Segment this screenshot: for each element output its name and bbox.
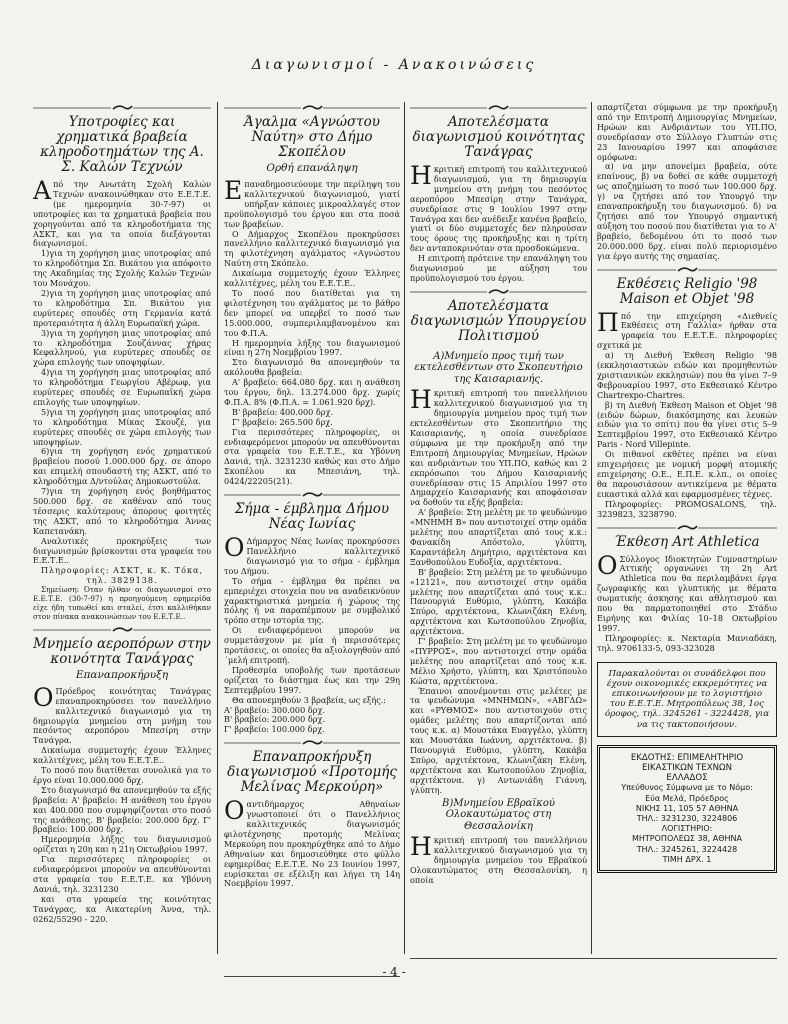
publisher-line: ΜΗΤΡΟΠΟΛΕΩΣ 38, ΑΘΗΝΑ	[632, 834, 742, 844]
column-1	[33, 103, 211, 925]
contact-info: τηλ. 3829138.	[86, 575, 158, 586]
article-paragraph: Επαναδημοσιεύουμε την περίληψη του καλλιτεχνικού διαγωνισμού, γιατί υπήρξαν κάποιες μικροαλλαγές στον προϋπολογισμό του έργου και στα ποσά των βραβείων.	[224, 176, 400, 229]
article-title: Έκθεση Art Athletica	[614, 533, 760, 550]
ornament-icon	[224, 490, 400, 500]
column-divider	[217, 102, 218, 954]
article-paragraph: Η επιτροπή πρότεινε την επανάληψη του διαγωνισμού με αύξηση του προϋπολογισμού του έργου.	[410, 253, 587, 283]
article-paragraph: Β' βραβείο: 200.000 δρχ.	[224, 714, 326, 725]
column-4	[597, 103, 777, 873]
article-paragraph: Οι ενδιαφερόμενοι μπορούν να συμμετάσχουν με μία ή περισσότερες προτάσεις, οι οποίες θα αξιολογηθούν από ΄μελή επιτροπή.	[224, 625, 401, 665]
article-paragraph: α) τη Διεθνή Έκθεση Religio '98 (εκκλησιαστικών ειδών και προμηθευτών χριστιανικών εκκλησιών) που θα γίνει 7–9 Φεβρουαρίου 1997, στο Εκθεσιακό Κέντρο Chartrexpo-Chartres.	[597, 350, 777, 400]
article-paragraph: Οι πιθανοί εκθέτες πρέπει να είναι επιχειρήσεις με νομική μορφή ατομικής επιχείρησης Ο.Ε., Ε.Π.Ε. κ.λπ., οι οποίες θα παρουσιάσουν αντικείμενα με θέματα εικαστικά αλλά και εφαρμοσμένες τέχνες.	[597, 449, 777, 499]
article-paragraph: Ηκριτική επιτροπή του καλλιτεχνικού διαγωνισμού, για τη δημιουργία μνημείου στη μνήμη του πεσόντος αεροπόρου Μπεσίρη στην Τανάγρα, συνεδρίασε στις 9 Ιουλίου 1997 στην Τανάγρα και δεν ανέδειξε κανένα βραβείο, γιατί οι δύο συμμετοχές δεν πληρούσαν τους όρους της προκήρυξης και η τρίτη δεν ανταποκρινόταν στα προσδοκώμενα.	[410, 161, 587, 254]
article-title: Άγαλμα «Αγνώστου Ναύτη» στο Δήμο Σκοπέλου	[244, 114, 380, 160]
article-paragraph: Ο Δήμαρχος Νέας Ιωνίας προκηρύσσει Πανελλήνιο καλλιτεχνικό διαγωνισμό για το σήμα - έμβλημα του Δήμου.	[224, 533, 400, 576]
article-title: Υποτροφίες και χρηματικά βραβεία κληροδοτημάτων της Α. Σ. Καλών Τεχνών	[40, 114, 204, 175]
column-divider	[404, 102, 405, 954]
article-paragraph: Έπαινοι απονέμονται στις μελέτες με τα ψευδώνυμα «ΜΝΗΜΩΝ», «ΑΒΓΔΩ» και «ΡΥΘΜΟΣ» που αντιστοιχούν στις ομάδες μελέτης που απαρτίζονται από τους κ.κ. α) Μουστάκα Ευαγγέλο, γλύπτη και Μουστάκα Ιωάννη, αρχιτέκτονα. β) Πανουργιά Ευθύμιο, γλύπτη, Κακάβα Σπύρο, αρχιτέκτονα, Κλωνιζάκη Ελένη, αρχιτέκτονα και Κωτσοπούλου Ζηνοβία, αρχιτέκτονα. γ) Αντωνιάδη Γιάννη, γλύπτη.	[410, 685, 587, 795]
ornament-icon	[33, 103, 211, 113]
article-title: Αποτελέσματα διαγωνισμών Υπουργείου Πολιτισμού	[410, 297, 587, 344]
article-paragraph: Οαντιδήμαρχος Αθηναίων γνωστοποιεί ότι ο Πανελλήνιος καλλιτεχνικός διαγωνισμός φιλοτέχνησης προτομής Μελίνας Μερκούρη που προκηρύχθηκε από το Δήμο Αθηναίων και δημοσιεύθηκε στο φύλλο εφημερίδας Ε.Ε.Τ.Ε. Νο 23 Ιουνίου 1997, ευρίσκεται σε εξέλιξη και λήγει τη 14η Νοεμβρίου 1997.	[224, 796, 400, 889]
article-paragraph: Α' βραβείο: 664.080 δρχ. και η ανάθεση του έργου, δηλ. 13.274.000 δρχ. χωρίς Φ.Π.Α. 8% (Φ.Π.Α. = 1.061.920 δρχ).	[224, 377, 400, 407]
article-paragraph: Ημερομηνία λήξης του διαγωνισμού ορίζεται η 20η και η 21η Οκτωβρίου 1997.	[33, 834, 211, 855]
publisher-line: ΕΛΛΑΔΟΣ	[666, 773, 708, 784]
article-paragraph: Προθεσμία υποβολής των προτάσεων ορίζεται το διάστημα έως και την 29η Σεπτεμβρίου 1997.	[224, 664, 400, 695]
article-paragraph: Γ' βραβείο: Στη μελέτη με το ψευδώνυμο «ΠΥΡΡΟΣ», που αντιστοιχεί στην ομάδα μελέτης που απαρτίζεται από τους κ.κ. Μέλιο Χρήστο, γλύπτη, και Χριστόπουλο Κώστα, αρχιτέκτονα.	[410, 636, 587, 686]
list-item: 2)για τη χορήγηση μιας υποτροφίας από το κληροδότημα Σπ. Βικάτου για ευρύτερες σπουδές στη Γερμανία κατά προτεραιότητα ή άλλη Ευρωπαϊκή χώρα.	[33, 287, 211, 328]
drop-cap: Η	[410, 385, 432, 415]
page-number: - 4 -	[382, 965, 406, 979]
article-paragraph: απαρτίζεται σύμφωνα με την προκήρυξη από την Επιτροπή Δημιουργίας Μνημείων, Ηρώων και Ανδριάντων του ΥΠ.ΠΟ, συνεδρίασαν στο Σύλλογο Γλυπτών στις 23 Ιανουαρίου 1997 και αποφάσισε ομόφωνα:	[597, 102, 777, 162]
drop-cap: Α	[33, 176, 52, 205]
notice-box	[597, 662, 777, 737]
publisher-line: ΕΚΔΟΤΗΣ: ΕΠΙΜΕΛΗΤΗΡΙΟ	[630, 752, 744, 763]
article-paragraph: Θα απονεμηθούν 3 βραβεία, ως εξής.:	[232, 694, 387, 705]
article-paragraph: Ο Δήμαρχος Σκοπέλου προκηρύσσει πανελλήνιο καλλιτεχνικό διαγωνισμό για τη φιλοτέχνηση αγάλματος «Αγνώστου Ναύτη στη Σκόπελο.	[224, 228, 400, 269]
list-item: 3)για τη χορήγηση μιας υποτροφίας από το κληροδότημα Σουζάννας χήρας Κεφαλληνού, για ευρύτερες σπουδές σε χώρα επιλογής των υποψηφίων.	[33, 327, 211, 368]
contact-info: Πληροφορίες: ΑΣΚΤ, κ. Κ. Τόκα,	[40, 565, 204, 576]
article-subtitle: Επαναπροκήρυξη	[75, 668, 169, 681]
article-paragraph: Γ' βραβείο: 100.000 δρχ.	[224, 724, 325, 735]
article-subtitle: Ορθή επανάληψη	[266, 162, 358, 174]
drop-cap: Ο	[224, 796, 245, 826]
page-header: Διαγωνισμοί - Ανακοινώσεις	[251, 57, 537, 73]
list-item: 1)για τη χορήγηση μιας υποτροφίας από το κληροδότημα Σπ. Βικάτου για απόφοιτο της Ακαδημίας της Σχολής Καλών Τεχνών του Μονάχου.	[33, 248, 211, 289]
ornament-icon	[224, 738, 400, 748]
article-paragraph: Αναλυτικές προκηρύξεις των διαγωνισμών βρίσκονται στα γραφεία του Ε.Ε.Τ.Ε..	[33, 535, 211, 566]
publisher-line: ΝΙΚΗΣ 11, 105 57 ΑΘΗΝΑ	[635, 803, 739, 813]
article-paragraph: Από την Ανωτάτη Σχολή Καλών Τεχνών ανακοινώθηκαν στο Ε.Ε.Τ.Ε. (με ημερομηνία 30-7-97) οι υποτροφίες και τα χρηματικά βραβεία που χορηγούνται από τα κληροδοτήματα της ΑΣΚΤ, και για τα οποία διεξάγονται διαγωνισμοί.	[33, 176, 211, 249]
drop-cap: Π	[597, 307, 619, 337]
notice-text: Παρακαλούνται οι συνάδελφοι που έχουν οικονομικές εκκρεμότητες να επικοινωνήσουν με το λογιστήριο του Ε.Ε.Τ.Ε. Μητροπόλεως 38, 1ος όροφος, τηλ. 3245261 - 3224428, για να τις τακτοποιήσουν.	[604, 668, 770, 730]
publisher-line: Υπεύθυνος Σύμφωνα με το Νόμο:	[621, 783, 753, 793]
article-paragraph: Δικαίωμα συμμετοχής έχουν Έλληνες καλλιτέχνες, μέλη του Ε.Ε.Τ.Ε..	[33, 745, 211, 766]
article-paragraph: Στο διαγωνισμό θα απονεμηθούν τα εξής βραβεία: Α' βραβείο: Η ανάθεση του έργου και 400.000 που συμψηφίζονται στο ποσό της ανάθεσης. Β' βραβείο: 200.000 δρχ. Γ' βραβείο: 100.000 δρχ.	[33, 784, 211, 835]
publisher-line: ΤΗΛ.: 3245261, 3224428	[636, 844, 738, 854]
publisher-line: ΤΗΛ.: 3231230, 3224806	[636, 814, 738, 824]
drop-cap: Η	[410, 161, 432, 190]
column-3	[410, 103, 587, 886]
article-title: Μνημείο αεροπόρων στην κοινότητα Τανάγρας	[33, 635, 211, 667]
list-item: 5)για τη χορήγηση μιας υποτροφίας από το κληροδότημα Μίκας Σκουζέ, για ευρύτερες σπουδές σε χώρα επιλογής των υποψηφίων.	[33, 406, 211, 447]
article-paragraph: Ο Σύλλογος Ιδιοκτητών Γυμναστηρίων Αττικής οργανώνει τη 2η Art Athletica που θα περιλαμβάνει έργα ζωγραφικής και γλυπτικής με θέματα σωματικής άσκησης και αθλητισμού και που θα παρματοποιηθεί στο Στάδιο Ειρήνης και Φιλίας 10–18 Οκτωβρίου 1997.	[597, 550, 777, 633]
ornament-icon	[33, 625, 211, 635]
article-paragraph: α) να μην απονείμει βραβεία, ούτε επαίνους, β) να δοθεί σε κάθε συμμετοχή ως αποζημίωση το ποσό των 100.000 δρχ. γ) να ζητήσει από τον Υπουργό την επαναπροκήρυξη του διαγωνισμού. δ) να ζητήσει από τον Υπουργό σημαντική αύξηση του ποσού που διατίθεται για το Α' βραβείο, δεδομένου ότι το ποσό των 20.000.000 δρχ. είναι πολύ περιορισμένο για έργο αυτής της σημασίας.	[597, 161, 777, 261]
publisher-line: ΛΟΓΙΣΤΗΡΙΟ:	[661, 824, 713, 834]
section-subtitle: Β)Μνημείου Εβραϊκού Ολοκαυτώματος στη Θεσσαλονίκη	[442, 797, 555, 832]
article-paragraph: Β' βραβείο: 400.000 δρχ.	[232, 406, 334, 417]
article-paragraph: Ππό την επιχείρηση «Διεθνείς Εκθέσεις στη Γαλλία» ήρθαν στα γραφεία του Ε.Ε.Τ.Ε. πληροφορίες σχετικά με	[597, 307, 777, 351]
ornament-icon	[597, 265, 777, 275]
article-paragraph: Για περισσότερες πληροφορίες, οι ενδιαφερόμενοι μπορούν να απευθύνονται στα γραφεία του Ε.Ε.Τ.Ε., κα Υβόννη Δανιά, τηλ. 3231230 καθώς και στο Δήμο Σκοπέλου κα Μπεσιάνη, τηλ. 0424/22205(21).	[224, 426, 400, 487]
article-paragraph: Ηκριτική επιτροπή του πανελλήνιου καλλιτεχνικού διαγωνισμού για τη δημιουργία μνημείου του Εβραϊκού Ολοκαυτώματος στη Θεσσαλονίκη, η οποία	[410, 832, 587, 885]
article-paragraph: Α' βραβείο: 300.000 δρχ.	[224, 704, 325, 715]
article-paragraph: Το ποσό που διατίθεται συνολικά για το έργο είναι 10.000.000 δρχ.	[33, 765, 211, 785]
section-subtitle: Α)Μνημείο προς τιμή των εκτελεσθέντων στο Σκοπευτήριο της Καισαριανής.	[414, 350, 583, 385]
ornament-icon	[410, 287, 587, 297]
article-paragraph: Το ποσό που διατίθεται για τη φιλοτέχνηση του αγάλματος με το βάθρο δεν μπορεί να υπερβεί το ποσό των 15.000.000, συμπεριλαμβανομένου και του Φ.Π.Α.	[224, 287, 400, 338]
list-item: 7)για τη χορήγηση ενός βοηθήματος 500.000 δρχ. σε καθέναν από τους τέσσερις καλύτερους άπορους φοιτητές της ΑΣΚΤ, από το κληροδότημα Άννας Καπετανάκη.	[33, 486, 211, 536]
publisher-line: Εύα Μελά, Πρόεδρος	[645, 793, 729, 803]
ornament-icon	[597, 523, 777, 533]
article-title: Εκθέσεις Religio '98 Maison et Objet '98	[616, 275, 758, 307]
article-paragraph: Πληροφορίες: PROMOSALONS, τηλ. 3239823, 3238790.	[597, 498, 777, 519]
article-paragraph: β) τη Διεθνή Έκθεση Maison et Objet '98 (ειδών δώρων, διακόσμησης και λευκών ειδών για το σπίτι) που θα γίνει στις 5–9 Σεπτεμβρίου 1997, στο Εκθεσιακό Κέντρο Paris - Nord Villepinte.	[597, 399, 777, 450]
drop-cap: Ο	[33, 682, 54, 712]
note: Σημείωση: Όταν ήλθαν οι διαγωνισμοί στο Ε.Ε.Τ.Ε. (30-7-97) η προηγούμενη εφημερίδα είχε ήδη τυπωθεί και σταλεί, έτσι καλλιθήκαν στον πίνακα ανακοινώσεων του Ε.Ε.Τ.Ε..	[33, 585, 211, 621]
column-2	[224, 103, 400, 889]
article-title: Σήμα - έμβλημα Δήμου Νέας Ιωνίας	[234, 501, 390, 533]
list-item: 6)για τη χορήγηση ενός χρηματικού βραβείου ποσού 1.000.000 δρχ. σε άπορο και επιμελή σπουδαστή της ΑΣΚΤ, από το κληροδότημα Δ/ντούλας Δημοκωστούλα.	[33, 446, 211, 487]
article-paragraph: Ηκριτική επιτροπή του πανελλήνιου καλλιτεχνικού διαγωνισμού για τη δημιουργία μνημείου προς τιμή των εκτελεσθέντων στο Σκοπευτήριο της Καισαριανής, η οποία συνεδρίασε σύμφωνα με την προκήρυξη από την Επιτροπή Δημιουργίας Μνημείων, Ηρώων και ανδριάντων του ΥΠ.ΠΟ, καθώς και 2 εκπρόσωποι του Δήμου Καισαριανής συνεδρίασαν στις 15 Απριλίου 1997 στο Δημαρχείο Καισαριανής και αποφάσισαν να δοθούν τα εξής βραβεία:	[410, 385, 587, 508]
article-paragraph: Πληροφορίες: κ. Νεκταρία Μανιαδάκη, τηλ. 9706133-5, 093-323028	[597, 632, 777, 653]
list-item: 4)για τη χορήγηση μιας υποτροφίας από το κληροδότημα Γεωργίου Αβέρωφ, για ευρύτερες σπουδές σε Ευρωπαϊκή χώρα επιλογής των υποψηφίων.	[33, 367, 211, 407]
article-paragraph: Για περισσότερες πληροφορίες οι ενδιαφερόμενοι μπορούν να απευθύνονται στα γραφεία του Ε.Ε.Τ.Ε. κα Υβόννη Δανιά, τηλ. 3231230	[33, 854, 211, 894]
article-paragraph: Δικαίωμα συμμετοχής έχουν Έλληνες καλλιτέχνες, μέλη του Ε.Ε.Τ.Ε..	[224, 268, 400, 289]
drop-cap: Ο	[224, 533, 245, 563]
article-paragraph: και στα γραφεία της κοινότητας Τανάγρας, κα Αικατερίνη Άννα, τηλ. 0262/55290 - 220.	[33, 893, 211, 924]
publisher-box	[597, 745, 777, 873]
footer-rule	[410, 958, 777, 959]
article-paragraph: Ο Πρόεδρος κοινότητας Τανάγρας επαναπροκηρύσσει τον πανελλήνιο καλλιτεχνικό διαγωνισμό για τη δημιουργία μνημείου στη μνήμη του πεσόντος αεροπόρου Μπεσίρη στην Τανάγρα.	[33, 682, 211, 746]
article-title: Αποτελέσματα διαγωνισμού κοινότητας Τανάγρας	[412, 114, 585, 160]
ornament-icon	[224, 103, 400, 113]
publisher-line: ΤΙΜΗ ΔΡΧ. 1	[662, 854, 712, 864]
drop-cap: Η	[410, 832, 432, 862]
column-divider	[591, 102, 592, 954]
article-paragraph: Β' βραβείο: Στη μελέτη με το ψευδώνυμο «12121», που αντιστοιχεί στην ομάδα μελέτης που απαρτίζεται από τους κ.κ.: Πανουργιά Ευθύμιο, γλύπτη, Κακάβα Σπύρο, αρχιτέκτονα, Κλωνιζάκη Ελένη, αρχιτέκτονα και Κωτσοπούλου Ζηνοβία, αρχιτέκτονα.	[410, 566, 587, 637]
article-paragraph: Το σήμα - έμβλημα θα πρέπει να εμπεριέχει στοιχεία που να αναδεικνύουν χαρακτηριστικά μνημεία ή χώρους της πόλης ή να παραπέμπουν με συμβολικό τρόπο στην ιστορία της.	[224, 575, 400, 626]
drop-cap: Ε	[224, 176, 243, 205]
article-title: Επαναπροκήρυξη διαγωνισμού «Προτομής Μελίνας Μερκούρη»	[227, 749, 397, 796]
article-paragraph: Α' βραβείο: Στη μελέτη με το ψευδώνυμο «ΜΝΗΜΗ Β» που αντιστοιχεί στην ομάδα μελέτης που απαρτίζεται από τους κ.κ.: Φανακίδη Απόστολο, γλύπτη, Καραντάβελη Δημήτριο, αρχιτέκτονα και Ξανθοπούλου Ευδοξία, αρχιτέκτονα.	[410, 507, 587, 567]
article-paragraph: Η ημερομηνία λήξης του διαγωνισμού είναι η 27η Νοεμβρίου 1997.	[224, 337, 400, 358]
article-paragraph: Γ' βραβείο: 265.500 δρχ.	[232, 416, 333, 427]
ornament-icon	[410, 103, 587, 113]
article-paragraph: Στο διαγωνισμό θα απονεμηθούν τα ακόλουθα βραβεία:	[224, 357, 400, 378]
publisher-line: ΕΙΚΑΣΤΙΚΩΝ ΤΕΧΝΩΝ	[641, 763, 733, 774]
drop-cap: Ο	[597, 550, 618, 580]
